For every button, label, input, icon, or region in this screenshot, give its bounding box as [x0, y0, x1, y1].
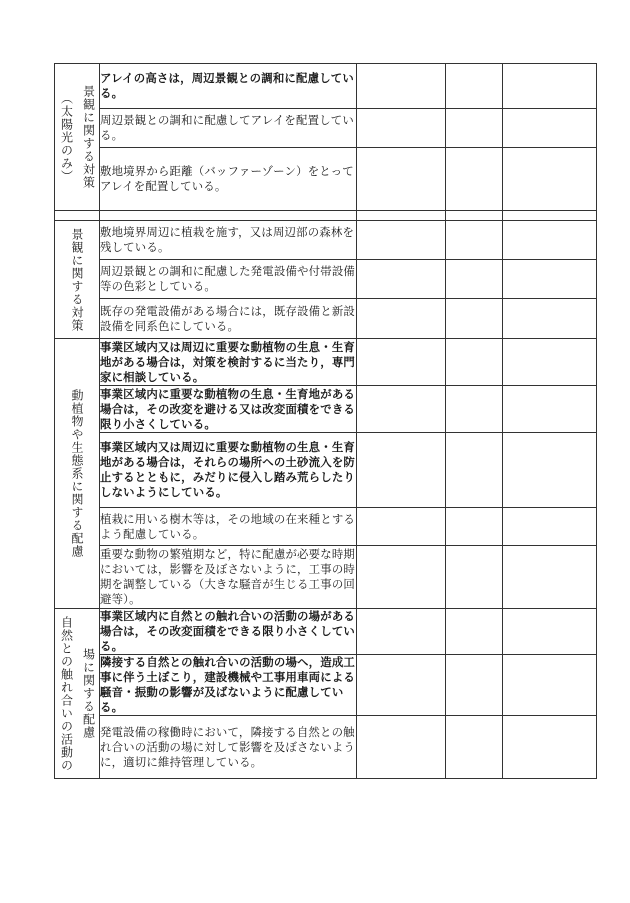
table-row [55, 299, 597, 339]
check-cell[interactable] [503, 109, 597, 148]
check-cell[interactable] [446, 386, 503, 433]
check-cell[interactable] [357, 221, 446, 260]
check-item-text: 隣接する自然との触れ合いの活動の場へ，造成工事に伴う土ぼこり，建設機械や工事用車両による騒音・振動の影響が及ばないように配慮している。 [100, 655, 355, 714]
check-cell[interactable] [446, 109, 503, 148]
check-cell[interactable] [357, 609, 446, 655]
category-label: 自然との触れ合いの活動の [59, 615, 74, 772]
category-label: 景観に関する対策 [81, 85, 96, 189]
table-row [55, 546, 597, 609]
checklist-table [54, 63, 597, 779]
check-item-text: 既存の発電設備がある場合には，既存設備と新設設備を同系色にしている。 [100, 299, 357, 339]
check-item-text: アレイの高さは，周辺景観との調和に配慮している。 [100, 64, 357, 109]
check-item-text: 事業区域内又は周辺に重要な動植物の生息・生育地がある場合は，対策を検討するに当たり，専門家に相談している。 [100, 339, 355, 384]
check-cell[interactable] [503, 546, 597, 609]
category-label: （太陽光のみ） [59, 91, 74, 183]
check-cell[interactable] [503, 339, 597, 386]
table-row [55, 716, 597, 779]
check-cell[interactable] [503, 299, 597, 339]
check-cell[interactable] [503, 64, 597, 109]
check-cell[interactable] [446, 546, 503, 609]
check-item-text: 事業区域内に自然との触れ合いの活動の場がある場合は，その改変面積をできる限り小さくしている。 [100, 609, 355, 653]
category-label: 場に関する配慮 [81, 648, 96, 739]
check-cell[interactable] [357, 109, 446, 148]
check-cell[interactable] [503, 386, 597, 433]
spacer-row [55, 211, 597, 221]
check-item-text: 植栽に用いる樹木等は，その地域の在来種とするよう配慮している。 [100, 508, 357, 546]
check-cell[interactable] [446, 221, 503, 260]
category-cell-landscape-solar [55, 64, 100, 211]
category-label: 動植物や生態系に関する配慮 [70, 389, 84, 558]
category-cell-landscape [55, 221, 100, 339]
check-cell[interactable] [446, 433, 503, 508]
check-cell[interactable] [446, 716, 503, 779]
check-cell[interactable] [503, 609, 597, 655]
check-cell[interactable] [446, 609, 503, 655]
check-cell[interactable] [357, 655, 446, 716]
table-row [55, 109, 597, 148]
check-cell[interactable] [446, 339, 503, 386]
check-cell[interactable] [503, 508, 597, 546]
category-label: 景観に関する対策 [70, 227, 84, 332]
check-item-text: 事業区域内に重要な動植物の生息・生育地がある場合は，その改変を避ける又は改変面積をできる限り小さくしている。 [100, 386, 355, 431]
check-cell[interactable] [357, 299, 446, 339]
table-row [55, 433, 597, 508]
check-cell[interactable] [503, 716, 597, 779]
table-row [55, 64, 597, 109]
check-cell[interactable] [446, 655, 503, 716]
check-cell[interactable] [503, 148, 597, 211]
table-row [55, 655, 597, 716]
table-row [55, 508, 597, 546]
check-cell[interactable] [503, 655, 597, 716]
check-cell[interactable] [357, 260, 446, 299]
check-cell[interactable] [357, 339, 446, 386]
table-row [55, 609, 597, 655]
table-row [55, 221, 597, 260]
check-cell[interactable] [357, 386, 446, 433]
table-row [55, 386, 597, 433]
check-item-text: 発電設備の稼働時において，隣接する自然との触れ合いの活動の場に対して影響を及ぼさないように，適切に維持管理している。 [100, 716, 357, 779]
check-cell[interactable] [446, 260, 503, 299]
check-cell[interactable] [446, 508, 503, 546]
check-item-text: 周辺景観との調和に配慮した発電設備や付帯設備等の色彩としている。 [100, 260, 357, 299]
check-cell[interactable] [503, 221, 597, 260]
category-cell-ecology [55, 339, 100, 609]
check-cell[interactable] [357, 508, 446, 546]
check-cell[interactable] [446, 64, 503, 109]
check-cell[interactable] [357, 148, 446, 211]
category-cell-nature-contact [55, 609, 100, 779]
check-item-text: 敷地境界から距離（バッファーゾーン）をとってアレイを配置している。 [100, 148, 357, 211]
check-item-text: 重要な動物の繁殖期など，特に配慮が必要な時期においては，影響を及ぼさないように，工事の時期を調整している（大きな騒音が生じる工事の回避等）。 [100, 546, 357, 609]
spacer-cell [503, 211, 597, 221]
spacer-cell [446, 211, 503, 221]
check-cell[interactable] [503, 433, 597, 508]
check-item-text: 周辺景観との調和に配慮してアレイを配置している。 [100, 109, 357, 148]
spacer-cell [100, 211, 357, 221]
check-cell[interactable] [357, 433, 446, 508]
table-row [55, 260, 597, 299]
check-item-text: 事業区域内又は周辺に重要な動植物の生息・生育地がある場合は，それらの場所への土砂流入を防止するとともに，みだりに侵入し踏み荒らしたりしないようにしている。 [100, 433, 357, 508]
check-cell[interactable] [503, 260, 597, 299]
check-cell[interactable] [446, 148, 503, 211]
check-cell[interactable] [357, 546, 446, 609]
check-item-text: 敷地境界周辺に植栽を施す，又は周辺部の森林を残している。 [100, 221, 357, 260]
check-cell[interactable] [357, 64, 446, 109]
spacer-cell [357, 211, 446, 221]
table-row [55, 148, 597, 211]
spacer-cell [55, 211, 100, 221]
check-cell[interactable] [446, 299, 503, 339]
table-row [55, 339, 597, 386]
check-cell[interactable] [357, 716, 446, 779]
